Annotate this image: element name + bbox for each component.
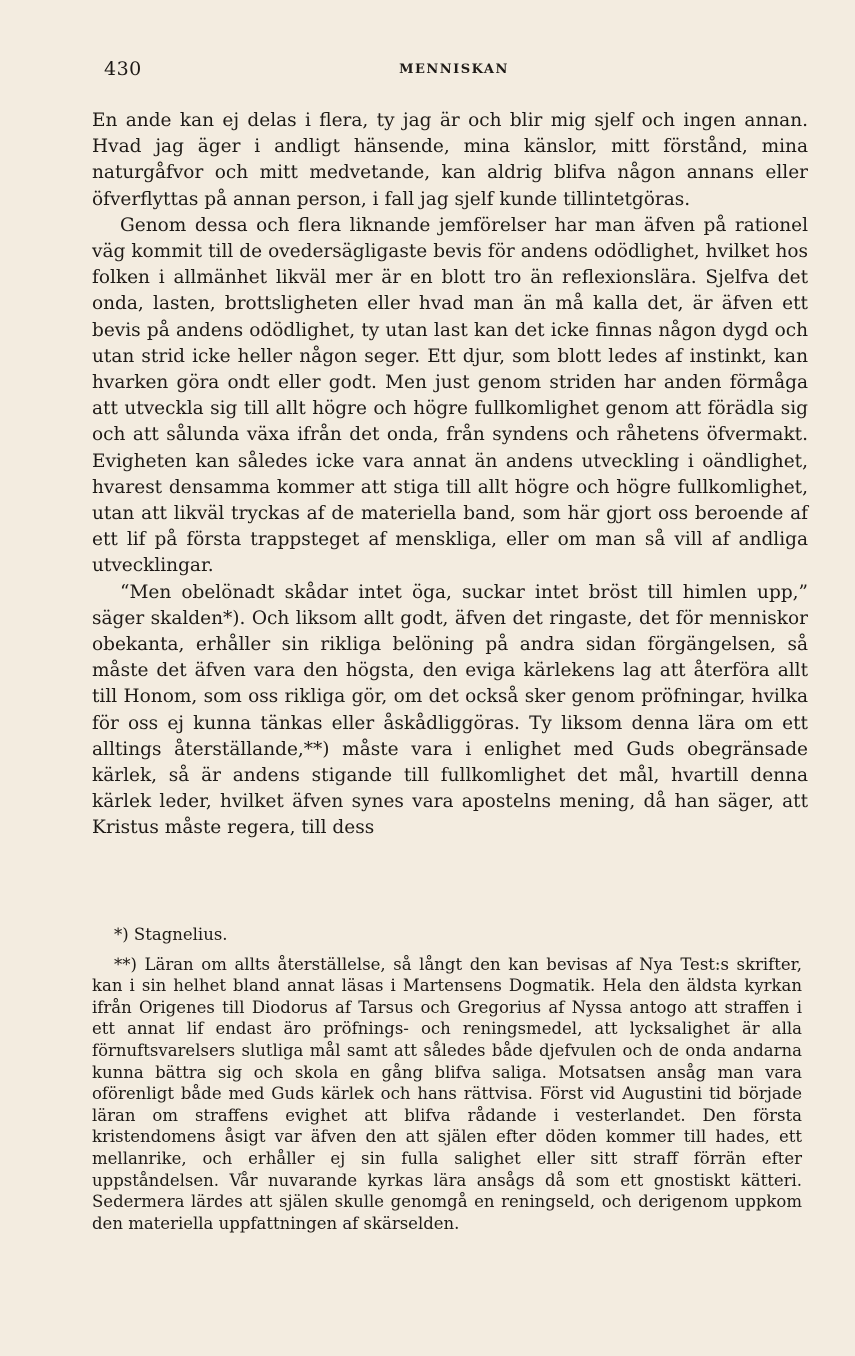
footnote: **) Läran om allts återställelse, så långt den kan bevisas af Nya Test:s skrifter, kan i sin helhet bland annat läsas i Martensens Dogmatik. Hela den äldsta kyrkan ifrån Origenes till Diodorus af Tarsus och Gregorius af Nyssa antogo att straffen i ett annat lif endast äro pröfnings- och reningsmedel, att lycksalighet är alla förnuftsvarelsers slutliga mål samt att således både djefvulen och de onda andarna kunna bättra sig och skola en gång blifva saliga. Motsatsen ansåg man vara oförenligt både med Guds kärlek och hans rättvisa. Först vid Augustini tid började läran om straffens evighet att blifva rådande i vesterlandet. Den första kristendomens åsigt var äfven den att själen efter döden kommer till hades, ett mellanrike, och erhåller ej sin fulla salighet eller sitt straff förrän efter uppståndelsen. Vår nuvarande kyrkas lära ansågs då som ett gnostiskt kätteri. Sedermera lärdes att själen skulle genomgå en reningseld, och derigenom uppkom den materiella uppfattningen af skärselden. xyxy=(92,954,802,1233)
paragraph: Genom dessa och flera liknande jemförelser har man äfven på rationel väg kommit till de ovedersägligaste bevis för andens odödlighet, hvilket hos folken i allmänhet likväl mer är en blott tro än reflexionslära. Sjelfva det onda, lasten, brottsligheten eller hvad man än må kalla det, är äfven ett bevis på andens odödlighet, ty utan last kan det icke finnas någon dygd och utan strid icke heller någon seger. Ett djur, som blott ledes af instinkt, kan hvarken göra ondt eller godt. Men just genom striden har anden förmåga att utveckla sig till allt högre och högre fullkomlighet genom att förädla sig och att sålunda växa ifrån det onda, från syndens och råhetens öfvermakt. Evigheten kan således icke vara annat än andens utveckling i oändlighet, hvarest densamma kommer att stiga till allt högre och högre fullkomlighet, utan att likväl tryckas af de materiella band, som här gjort oss beroende af ett lif på första trappsteget af menskliga, eller om man så vill af andliga utvecklingar. xyxy=(92,214,808,577)
page-number: 430 xyxy=(104,58,142,80)
running-head: MENNISKAN xyxy=(399,62,509,77)
paragraph: En ande kan ej delas i flera, ty jag är och blir mig sjelf och ingen annan. Hvad jag äger i andligt hänsende, mina känslor, mitt förstånd, mina naturgåfvor och mitt medvetande, kan aldrig blifva någon annans eller öfverflyttas på annan person, i fall jag sjelf kunde tillintetgöras. xyxy=(92,110,808,210)
page-header xyxy=(104,58,804,82)
paragraph: “Men obelönadt skådar intet öga, suckar intet bröst till himlen upp,” säger skalden*). Och liksom allt godt, äfven det ringaste, det för menniskor obekanta, erhåller sin rikliga belöning på andra sidan förgängelsen, så måste det äfven vara den högsta, den eviga kärlekens lag att återföra allt till Honom, som oss rikliga gör, om det också sker genom pröfningar, hvilka för oss ej kunna tänkas eller åskådliggöras. Ty liksom denna lära om ett alltings återställande,**) måste vara i enlighet med Guds obegränsade kärlek, så är andens stigande till fullkomlighet det mål, hvartill denna kärlek leder, hvilket äfven synes vara apostelns mening, då han säger, att Kristus måste regera, till dess xyxy=(92,581,808,839)
body-text xyxy=(92,108,808,842)
footnote: *) Stagnelius. xyxy=(114,925,228,944)
footnotes xyxy=(92,924,802,1234)
